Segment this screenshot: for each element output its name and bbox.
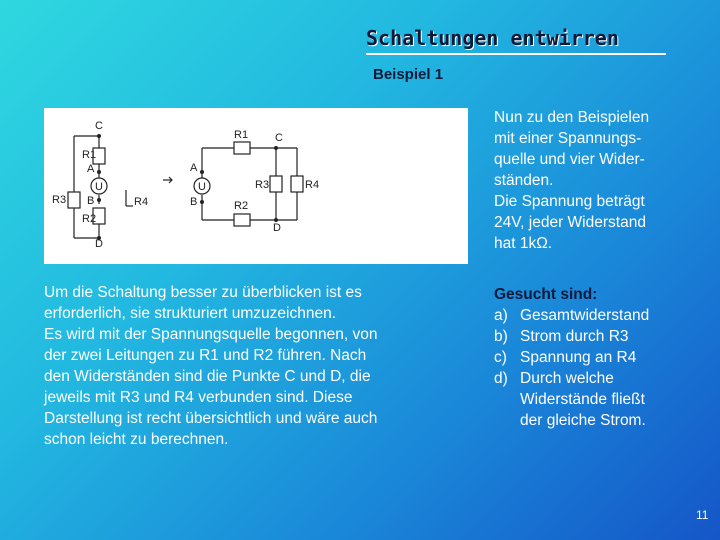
description-line: der zwei Leitungen zu R1 und R2 führen. Nach	[44, 347, 367, 364]
intro-line: 24V, jeder Widerstand	[494, 214, 646, 231]
label-node-b-right: B	[190, 196, 198, 208]
label-node-d: D	[95, 238, 103, 250]
intro-line: hat 1kΩ.	[494, 235, 553, 252]
question-letter: a)	[494, 307, 508, 324]
label-r3-right: R3	[255, 179, 270, 191]
label-node-a-right: A	[190, 162, 198, 174]
description-line: Es wird mit der Spannungsquelle begonnen, von	[44, 326, 378, 343]
question-item	[494, 305, 704, 326]
question-text: Strom durch R3	[520, 328, 629, 345]
question-item	[494, 326, 704, 347]
intro-line: Nun zu den Beispielen	[494, 109, 650, 126]
question-letter: c)	[494, 349, 507, 366]
page-number: 11	[696, 508, 709, 522]
description-line: jeweils mit R3 und R4 verbunden sind. Diese	[44, 389, 353, 406]
label-r2-right: R2	[234, 200, 249, 212]
question-text: Spannung an R4	[520, 349, 637, 366]
intro-line: Die Spannung beträgt	[494, 193, 645, 210]
question-text: Durch welche	[520, 370, 614, 387]
label-r2: R2	[82, 213, 97, 225]
label-r4-right: R4	[305, 179, 320, 191]
circuit-diagram	[44, 108, 468, 264]
question-item	[494, 347, 704, 368]
question-text: Gesamtwiderstand	[520, 307, 650, 324]
description-line: Um die Schaltung besser zu überblicken ist es	[44, 284, 362, 301]
label-r4: R4	[134, 196, 149, 208]
label-node-b: B	[87, 195, 95, 207]
label-node-a: A	[87, 163, 95, 175]
slide-title: Schaltungen entwirren	[366, 26, 666, 55]
question-item	[494, 368, 704, 389]
question-letter: d)	[494, 370, 508, 387]
slide-subtitle: Beispiel 1	[373, 66, 444, 83]
description-line: schon leicht zu berechnen.	[44, 431, 229, 448]
label-node-c-right: C	[275, 132, 283, 144]
intro-line: mit einer Spannungs-	[494, 130, 642, 147]
question-continuation: Widerstände fließt	[520, 391, 645, 408]
intro-line: quelle und vier Wider-	[494, 151, 645, 168]
question-letter: b)	[494, 328, 508, 345]
description-line: erforderlich, sie strukturiert umzuzeichnen.	[44, 305, 337, 322]
questions-block	[494, 284, 704, 431]
circuit-svg	[44, 108, 468, 264]
label-node-d-right: D	[273, 222, 281, 234]
description-line: Darstellung ist recht übersichtlich und wäre auch	[44, 410, 378, 427]
intro-text	[494, 107, 694, 254]
label-node-c: C	[95, 120, 103, 132]
intro-line: ständen.	[494, 172, 554, 189]
label-source-u: U	[95, 181, 103, 193]
description-text	[44, 282, 474, 450]
label-r1: R1	[82, 149, 97, 161]
label-r3: R3	[52, 194, 67, 206]
description-line: den Widerständen sind die Punkte C und D, die	[44, 368, 371, 385]
question-continuation: der gleiche Strom.	[520, 412, 646, 429]
questions-title: Gesucht sind:	[494, 286, 598, 303]
label-source-u-right: U	[198, 181, 206, 193]
label-r1-right: R1	[234, 129, 249, 141]
